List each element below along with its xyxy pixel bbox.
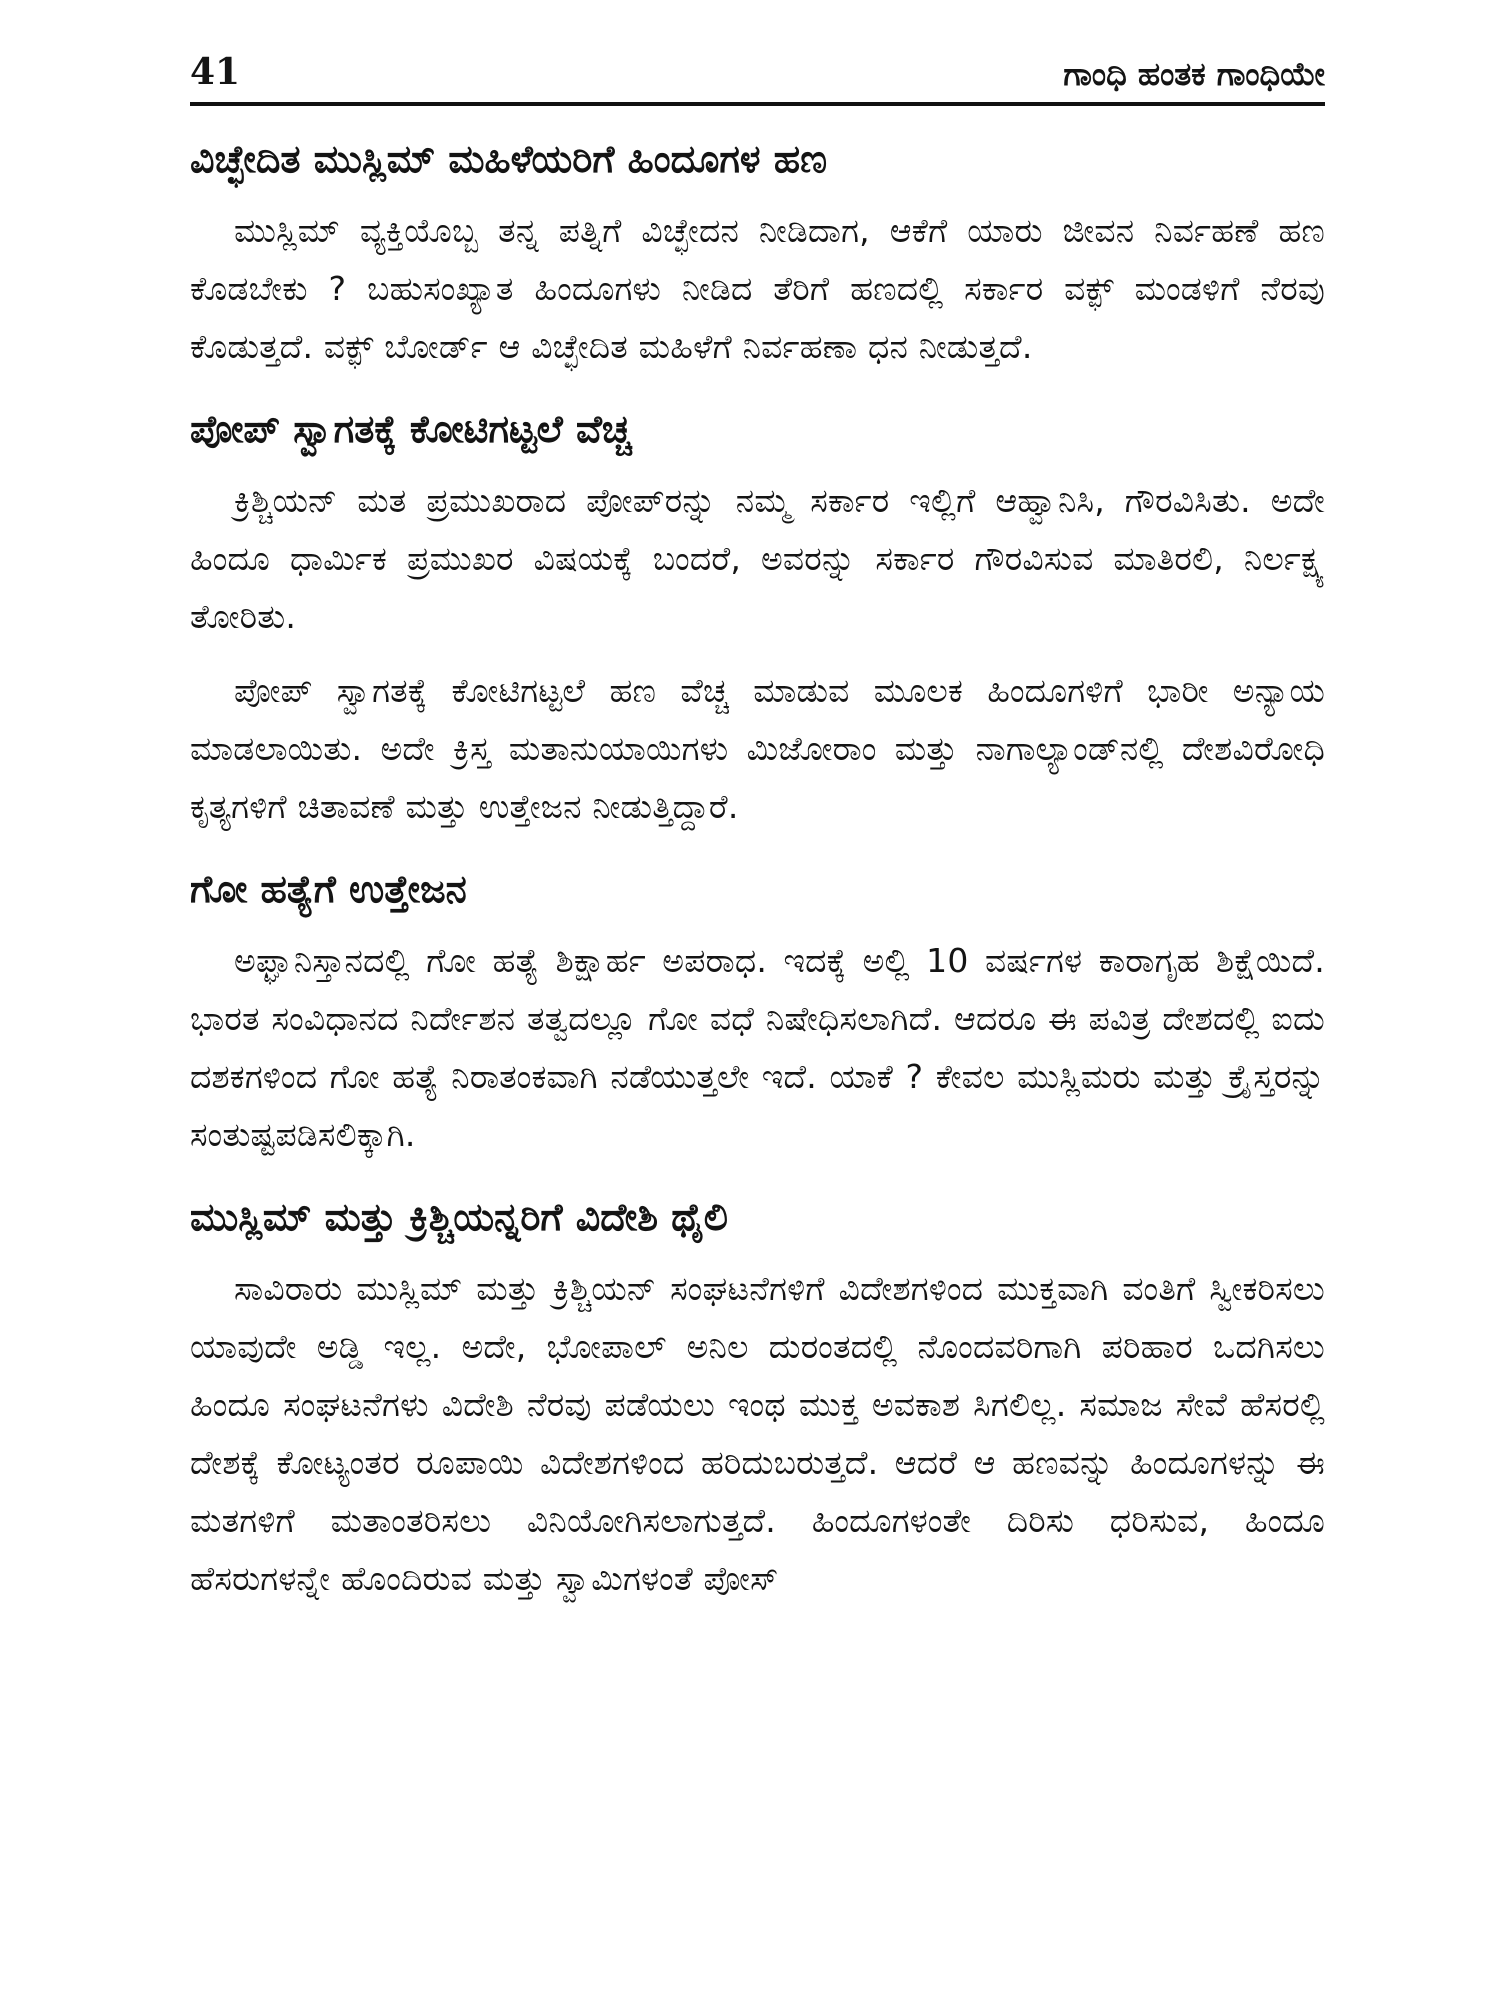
section-foreign-funds bbox=[190, 1188, 1325, 1608]
page-number: 41 bbox=[190, 51, 241, 93]
paragraph: ಸಾವಿರಾರು ಮುಸ್ಲಿಮ್ ಮತ್ತು ಕ್ರಿಶ್ಚಿಯನ್ ಸಂಘಟನೆಗಳಿಗೆ ವಿದೇಶಗಳಿಂದ ಮುಕ್ತವಾಗಿ ವಂತಿಗೆ ಸ್ವೀಕರಿಸಲು ಯಾವುದೇ ಅಡ್ಡಿ ಇಲ್ಲ. ಅದೇ, ಭೋಪಾಲ್ ಅನಿಲ ದುರಂತದಲ್ಲಿ ನೊಂದವರಿಗಾಗಿ ಪರಿಹಾರ ಒದಗಿಸಲು ಹಿಂದೂ ಸಂಘಟನೆಗಳು ವಿದೇಶಿ ನೆರವು ಪಡೆಯಲು ಇಂಥ ಮುಕ್ತ ಅವಕಾಶ ಸಿಗಲಿಲ್ಲ. ಸಮಾಜ ಸೇವೆ ಹೆಸರಲ್ಲಿ ದೇಶಕ್ಕೆ ಕೋಟ್ಯಂತರ ರೂಪಾಯಿ ವಿದೇಶಗಳಿಂದ ಹರಿದುಬರುತ್ತದೆ. ಆದರೆ ಆ ಹಣವನ್ನು ಹಿಂದೂಗಳನ್ನು ಈ ಮತಗಳಿಗೆ ಮತಾಂತರಿಸಲು ವಿನಿಯೋಗಿಸಲಾಗುತ್ತದೆ. ಹಿಂದೂಗಳಂತೇ ದಿರಿಸು ಧರಿಸುವ, ಹಿಂದೂ ಹೆಸರುಗಳನ್ನೇ ಹೊಂದಿರುವ ಮತ್ತು ಸ್ವಾಮಿಗಳಂತೆ ಪೋಸ್ bbox=[190, 1269, 1325, 1598]
section-heading: ಮುಸ್ಲಿಮ್ ಮತ್ತು ಕ್ರಿಶ್ಚಿಯನ್ನರಿಗೆ ವಿದೇಶಿ ಥೈಲಿ bbox=[190, 1195, 728, 1239]
section-pope-welcome bbox=[190, 400, 1325, 836]
paragraph: ಪೋಪ್ ಸ್ವಾಗತಕ್ಕೆ ಕೋಟಿಗಟ್ಟಲೆ ಹಣ ವೆಚ್ಚ ಮಾಡುವ ಮೂಲಕ ಹಿಂದೂಗಳಿಗೆ ಭಾರೀ ಅನ್ಯಾಯ ಮಾಡಲಾಯಿತು. ಅದೇ ಕ್ರಿಸ್ತ ಮತಾನುಯಾಯಿಗಳು ಮಿಜೋರಾಂ ಮತ್ತು ನಾಗಾಲ್ಯಾಂಡ್‌ನಲ್ಲಿ ದೇಶವಿರೋಧಿ ಕೃತ್ಯಗಳಿಗೆ ಚಿತಾವಣೆ ಮತ್ತು ಉತ್ತೇಜನ ನೀಡುತ್ತಿದ್ದಾರೆ. bbox=[190, 671, 1325, 826]
page-header bbox=[190, 40, 1325, 106]
book-page bbox=[190, 40, 1325, 1624]
running-title: ಗಾಂಧಿ ಹಂತಕ ಗಾಂಧಿಯೇ bbox=[1063, 55, 1325, 93]
section-cow-slaughter bbox=[190, 860, 1325, 1164]
paragraph: ಅಫ್ಘಾನಿಸ್ತಾನದಲ್ಲಿ ಗೋ ಹತ್ಯೆ ಶಿಕ್ಷಾರ್ಹ ಅಪರಾಧ. ಇದಕ್ಕೆ ಅಲ್ಲಿ 10 ವರ್ಷಗಳ ಕಾರಾಗೃಹ ಶಿಕ್ಷೆಯಿದೆ. ಭಾರತ ಸಂವಿಧಾನದ ನಿರ್ದೇಶನ ತತ್ವದಲ್ಲೂ ಗೋ ವಧೆ ನಿಷೇಧಿಸಲಾಗಿದೆ. ಆದರೂ ಈ ಪವಿತ್ರ ದೇಶದಲ್ಲಿ ಐದು ದಶಕಗಳಿಂದ ಗೋ ಹತ್ಯೆ ನಿರಾತಂಕವಾಗಿ ನಡೆಯುತ್ತಲೇ ಇದೆ. ಯಾಕೆ ? ಕೇವಲ ಮುಸ್ಲಿಮರು ಮತ್ತು ಕ್ರೈಸ್ತರನ್ನು ಸಂತುಷ್ಟಪಡಿಸಲಿಕ್ಕಾಗಿ. bbox=[190, 941, 1325, 1154]
section-divorced-women bbox=[190, 130, 1325, 376]
paragraph: ಮುಸ್ಲಿಮ್ ವ್ಯಕ್ತಿಯೊಬ್ಬ ತನ್ನ ಪತ್ನಿಗೆ ವಿಚ್ಛೇದನ ನೀಡಿದಾಗ, ಆಕೆಗೆ ಯಾರು ಜೀವನ ನಿರ್ವಹಣೆ ಹಣ ಕೊಡಬೇಕು ? ಬಹುಸಂಖ್ಯಾತ ಹಿಂದೂಗಳು ನೀಡಿದ ತೆರಿಗೆ ಹಣದಲ್ಲಿ ಸರ್ಕಾರ ವಕ್ಫ್ ಮಂಡಳಿಗೆ ನೆರವು ಕೊಡುತ್ತದೆ. ವಕ್ಫ್ ಬೋರ್ಡ್ ಆ ವಿಚ್ಛೇದಿತ ಮಹಿಳೆಗೆ ನಿರ್ವಹಣಾ ಧನ ನೀಡುತ್ತದೆ. bbox=[190, 211, 1325, 366]
section-heading: ಗೋ ಹತ್ಯೆಗೆ ಉತ್ತೇಜನ bbox=[190, 867, 467, 911]
section-heading: ಪೋಪ್ ಸ್ವಾಗತಕ್ಕೆ ಕೋಟಿಗಟ್ಟಲೆ ವೆಚ್ಚ bbox=[190, 407, 632, 451]
paragraph: ಕ್ರಿಶ್ಚಿಯನ್ ಮತ ಪ್ರಮುಖರಾದ ಪೋಪ್‌ರನ್ನು ನಮ್ಮ ಸರ್ಕಾರ ಇಲ್ಲಿಗೆ ಆಹ್ವಾನಿಸಿ, ಗೌರವಿಸಿತು. ಅದೇ ಹಿಂದೂ ಧಾರ್ಮಿಕ ಪ್ರಮುಖರ ವಿಷಯಕ್ಕೆ ಬಂದರೆ, ಅವರನ್ನು ಸರ್ಕಾರ ಗೌರವಿಸುವ ಮಾತಿರಲಿ, ನಿರ್ಲಕ್ಷ್ಯ ತೋರಿತು. bbox=[190, 481, 1325, 636]
section-heading: ವಿಚ್ಛೇದಿತ ಮುಸ್ಲಿಮ್ ಮಹಿಳೆಯರಿಗೆ ಹಿಂದೂಗಳ ಹಣ bbox=[190, 137, 828, 181]
